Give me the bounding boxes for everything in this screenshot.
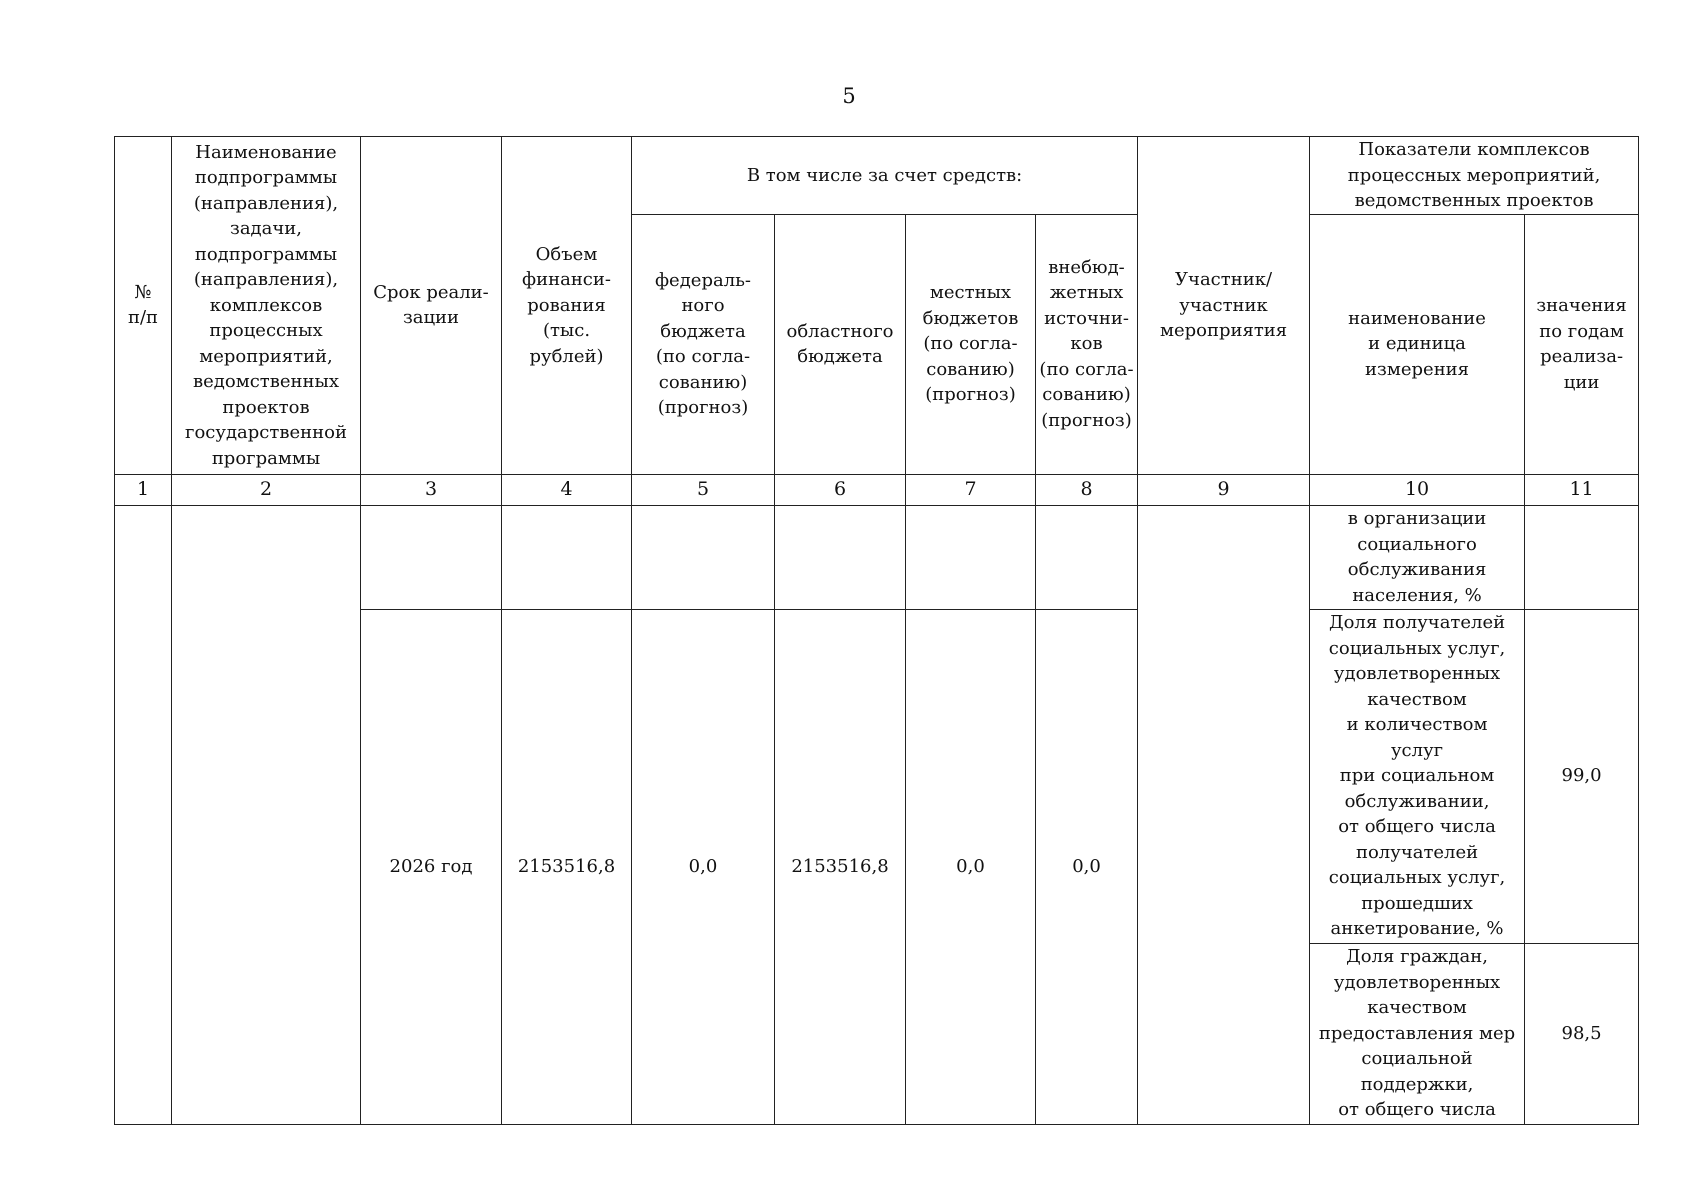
cell-local <box>906 505 1036 609</box>
header-indicator-values: значения по годам реализа- ции <box>1525 214 1639 474</box>
header-local-budget: местных бюджетов (по согла- сованию) (прогноз) <box>906 214 1036 474</box>
header-extrabudget: внебюд- жетных источни- ков (по согла- сованию) (прогноз) <box>1036 214 1138 474</box>
cell-total: 2153516,8 <box>502 609 632 1124</box>
header-federal-budget: федераль- ного бюджета (по согла- сованию) (прогноз) <box>632 214 775 474</box>
page-number: 5 <box>842 84 856 108</box>
cell-period: 2026 год <box>361 609 502 1124</box>
program-table <box>114 136 1639 1125</box>
cell-federal: 0,0 <box>632 609 775 1124</box>
header-total-funding: Объем финанси- рования (тыс. рублей) <box>502 137 632 475</box>
header-participant: Участник/ участник мероприятия <box>1138 137 1310 475</box>
column-number: 10 <box>1310 474 1525 505</box>
column-number: 4 <box>502 474 632 505</box>
cell-name <box>172 505 361 1124</box>
cell-regional: 2153516,8 <box>775 609 906 1124</box>
cell-participant <box>1138 505 1310 1124</box>
cell-indicator-name: Доля граждан, удовлетворенных качеством предоставления мер социальной поддержки, от общего числа <box>1310 943 1525 1124</box>
column-number: 8 <box>1036 474 1138 505</box>
header-name: Наименование подпрограммы (направления), задачи, подпрограммы (направления), комплексов процессных мероприятий, ведомственных проектов государственной программы <box>172 137 361 475</box>
cell-indicator-value: 99,0 <box>1525 609 1639 943</box>
header-indicator-name: наименование и единица измерения <box>1310 214 1525 474</box>
column-number: 2 <box>172 474 361 505</box>
header-indicators-group: Показатели комплексов процессных мероприятий, ведомственных проектов <box>1310 137 1639 215</box>
cell-total <box>502 505 632 609</box>
header-number: № п/п <box>115 137 172 475</box>
header-period: Срок реали- зации <box>361 137 502 475</box>
table-row <box>115 505 1639 609</box>
header-funding-group: В том числе за счет средств: <box>632 137 1138 215</box>
cell-number <box>115 505 172 1124</box>
column-number: 1 <box>115 474 172 505</box>
column-number: 9 <box>1138 474 1310 505</box>
cell-indicator-value: 98,5 <box>1525 943 1639 1124</box>
header-regional-budget: областного бюджета <box>775 214 906 474</box>
column-number: 6 <box>775 474 906 505</box>
column-number: 7 <box>906 474 1036 505</box>
cell-indicator-value <box>1525 505 1639 609</box>
cell-local: 0,0 <box>906 609 1036 1124</box>
column-number-row <box>115 474 1639 505</box>
cell-regional <box>775 505 906 609</box>
cell-indicator-name: в организации социального обслуживания населения, % <box>1310 505 1525 609</box>
cell-period <box>361 505 502 609</box>
cell-indicator-name: Доля получателей социальных услуг, удовлетворенных качеством и количеством услуг при социальном обслуживании, от общего числа получателей социальных услуг, прошедших анкетирование, % <box>1310 609 1525 943</box>
cell-extrabudget: 0,0 <box>1036 609 1138 1124</box>
cell-extrabudget <box>1036 505 1138 609</box>
column-number: 11 <box>1525 474 1639 505</box>
column-number: 5 <box>632 474 775 505</box>
cell-federal <box>632 505 775 609</box>
column-number: 3 <box>361 474 502 505</box>
